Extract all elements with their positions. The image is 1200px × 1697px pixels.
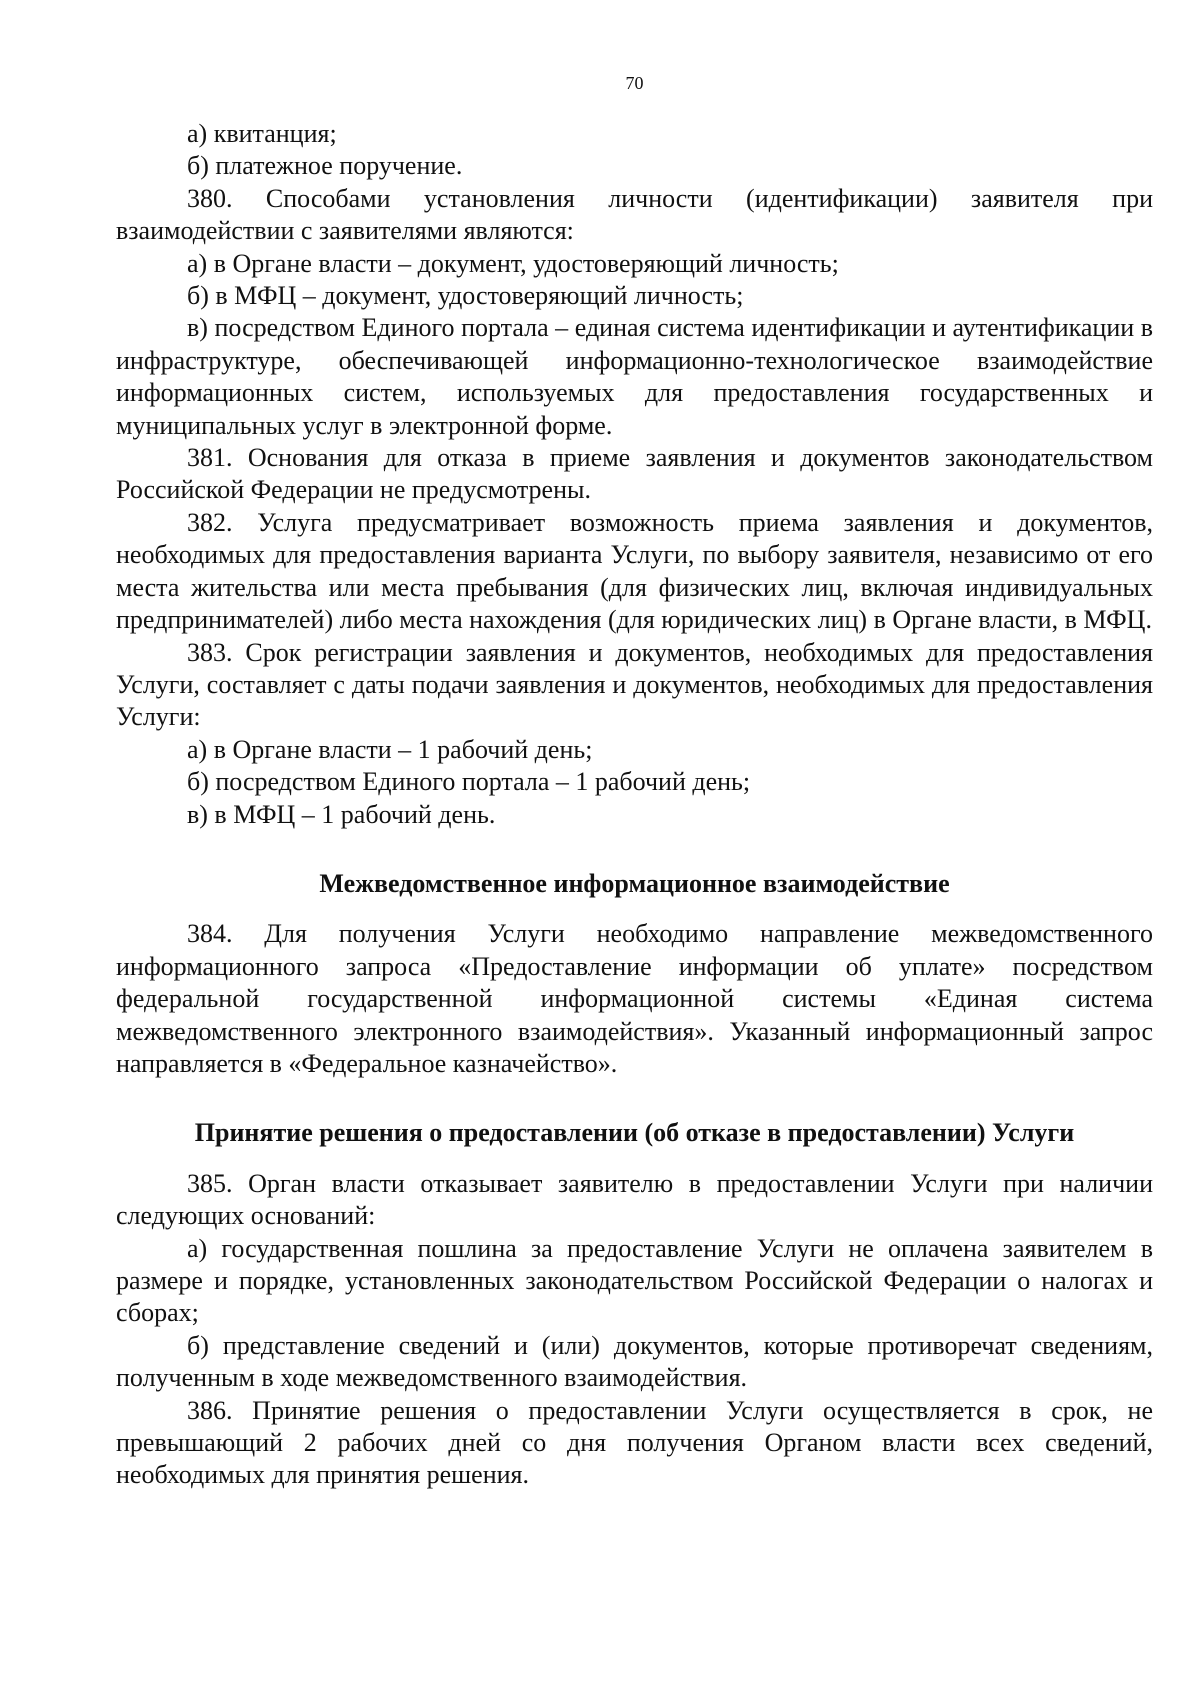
paragraph: б) посредством Единого портала – 1 рабочий день; xyxy=(187,767,751,797)
paragraph: в) посредством Единого портала – единая система идентификации и аутентификации в инфраструктуре, обеспечивающей информационно-технологическое взаимодействие информационных систем, используемых для предоставления государственных и муниципальных услуг в электронной форме. xyxy=(116,313,1153,440)
section-heading: Принятие решения о предоставлении (об отказе в предоставлении) Услуги xyxy=(194,1118,1075,1148)
paragraph: а) в Органе власти – 1 рабочий день; xyxy=(187,734,593,764)
paragraph: 382. Услуга предусматривает возможность приема заявления и документов, необходимых для предоставления варианта Услуги, по выбору заявителя, независимо от его места жительства или места пребывания (для физических лиц, включая индивидуальных предпринимателей) либо места нахождения (для юридических лиц) в Органе власти, в МФЦ. xyxy=(116,507,1153,635)
paragraph: 380. Способами установления личности (идентификации) заявителя при взаимодействии с заявителями являются: xyxy=(116,183,1153,246)
document-page xyxy=(116,0,1153,1697)
paragraph: а) в Органе власти – документ, удостоверяющий личность; xyxy=(187,248,839,278)
paragraph: а) государственная пошлина за предоставление Услуги не оплачена заявителем в размере и порядке, установленных законодательством Российской Федерации о налогах и сборах; xyxy=(116,1233,1153,1328)
section-heading: Межведомственное информационное взаимодействие xyxy=(319,868,950,898)
document-body xyxy=(116,118,1153,1492)
paragraph: б) в МФЦ – документ, удостоверяющий личность; xyxy=(187,281,744,311)
paragraph: б) платежное поручение. xyxy=(187,151,463,181)
paragraph: 386. Принятие решения о предоставлении Услуги осуществляется в срок, не превышающий 2 рабочих дней со дня получения Органом власти всех сведений, необходимых для принятия решения. xyxy=(116,1395,1153,1490)
paragraph: 385. Орган власти отказывает заявителю в предоставлении Услуги при наличии следующих оснований: xyxy=(116,1168,1153,1231)
paragraph: б) представление сведений и (или) документов, которые противоречат сведениям, полученным в ходе межведомственного взаимодействия. xyxy=(116,1330,1153,1393)
paragraph: а) квитанция; xyxy=(187,119,337,148)
paragraph: 384. Для получения Услуги необходимо направление межведомственного информационного запроса «Предоставление информации об уплате» посредством федеральной государственной информационной системы «Единая система межведомственного электронного взаимодействия». Указанный информационный запрос направляется в «Федеральное казначейство». xyxy=(116,919,1153,1078)
paragraph: 381. Основания для отказа в приеме заявления и документов законодательством Российской Федерации не предусмотрены. xyxy=(116,443,1153,505)
page-number: 70 xyxy=(625,73,644,93)
paragraph: 383. Срок регистрации заявления и документов, необходимых для предоставления Услуги, составляет с даты подачи заявления и документов, необходимых для предоставления Услуги: xyxy=(116,637,1153,732)
paragraph: в) в МФЦ – 1 рабочий день. xyxy=(187,799,496,829)
